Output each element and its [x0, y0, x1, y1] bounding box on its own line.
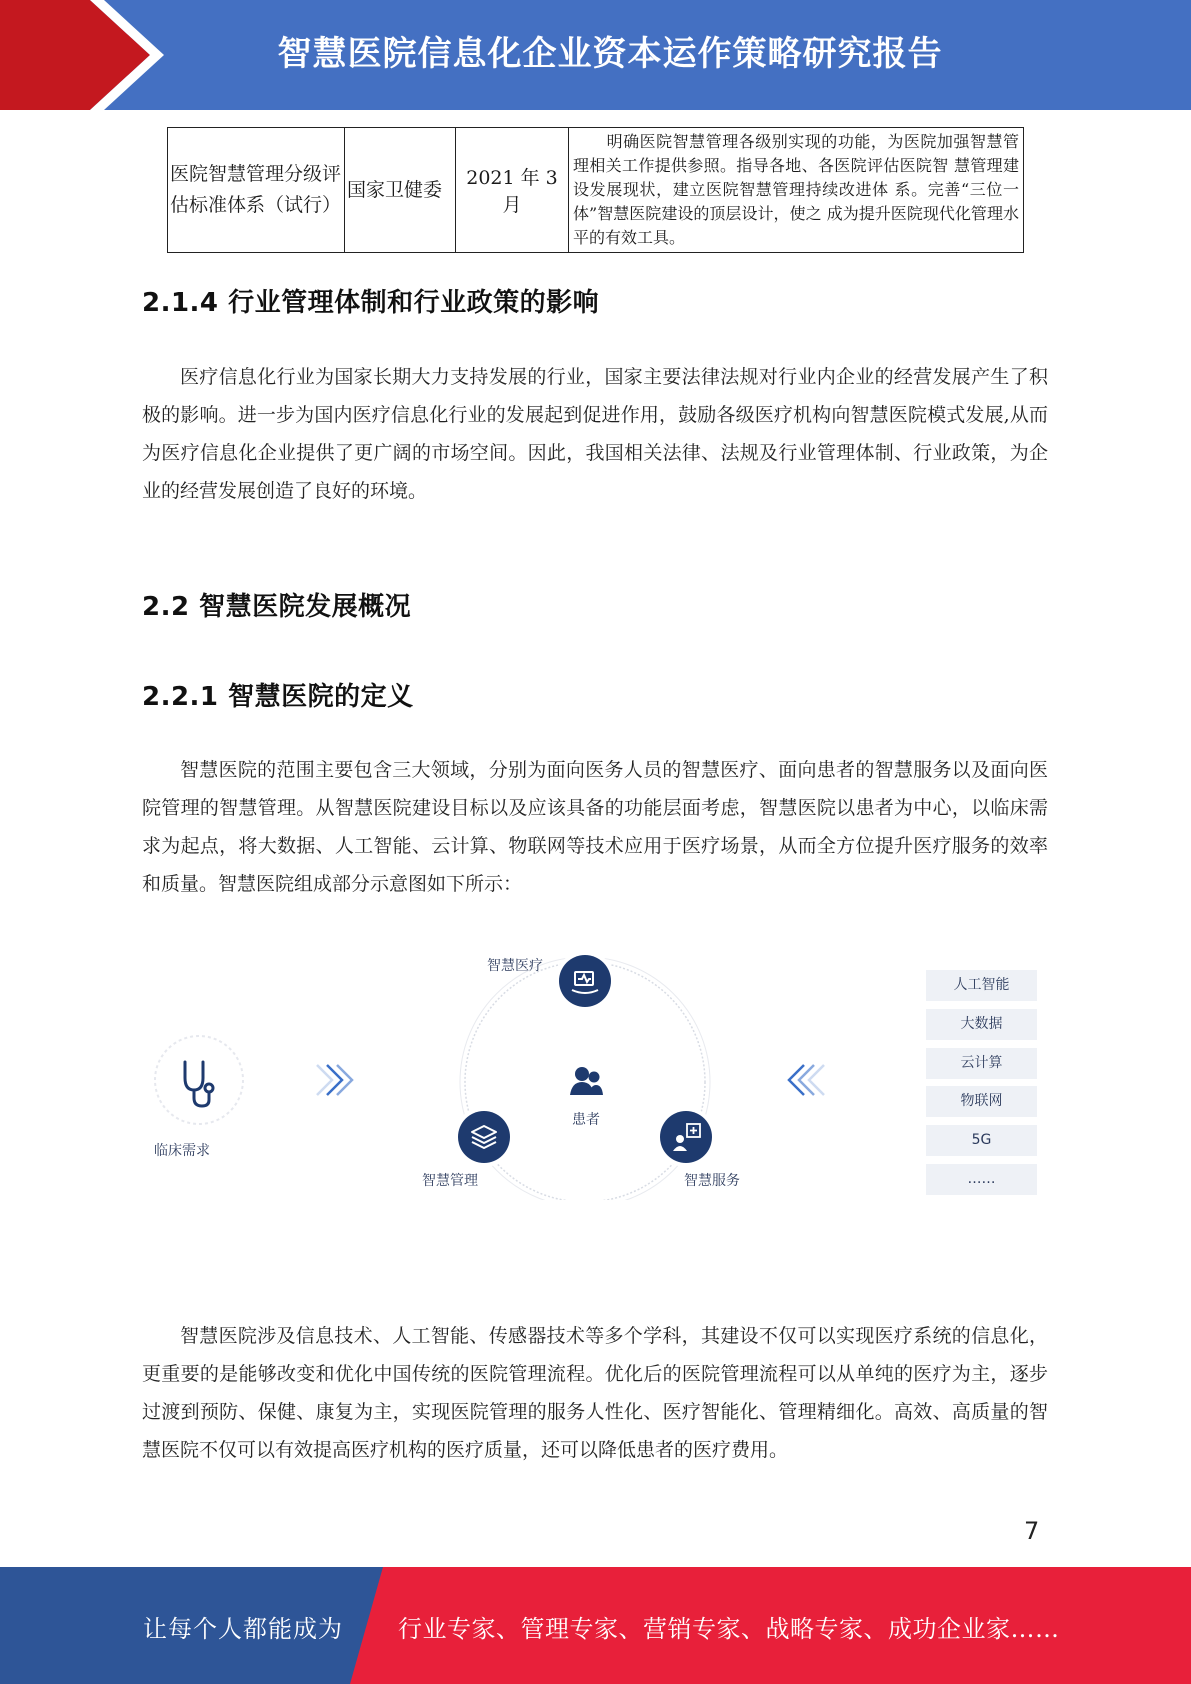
heading-2-1-4: 2.1.4 行业管理体制和行业政策的影响: [142, 288, 600, 318]
tech-item-5g: 5G: [926, 1125, 1037, 1156]
chevron-left-icon: [789, 1065, 824, 1095]
heading-2-2-1: 2.2.1 智慧医院的定义: [142, 682, 414, 712]
tech-item-more: ……: [926, 1164, 1037, 1195]
page-number: 7: [1024, 1517, 1040, 1545]
policy-name: 医院智慧管理分级评估标准体系（试行）: [168, 128, 345, 253]
paragraph-2-1-4: 医疗信息化行业为国家长期大力支持发展的行业，国家主要法律法规对行业内企业的经营发展产生了积极的影响。进一步为国内医疗信息化行业的发展起到促进作用，鼓励各级医疗机构向智慧医院模式发展,从而为医疗信息化企业提供了更广阔的市场空间。因此，我国相关法律、法规及行业管理体制、行业政策，为企业的经营发展创造了良好的环境。: [142, 366, 1048, 502]
chevron-right-icon: [317, 1065, 352, 1095]
smart-service-label: 智慧服务: [684, 1173, 740, 1189]
tech-item-cloud: 云计算: [926, 1048, 1037, 1079]
policy-date: 2021 年 3 月: [456, 128, 569, 253]
heading-2-2: 2.2 智慧医院发展概况: [142, 592, 412, 622]
footer-slogan-right: 行业专家、管理专家、营销专家、战略专家、成功企业家……: [398, 1615, 1060, 1643]
stethoscope-icon: [185, 1062, 213, 1106]
paragraph-2-2-1-intro: 智慧医院的范围主要包含三大领域，分别为面向医务人员的智慧医疗、面向患者的智慧服务以及面向医院管理的智慧管理。从智慧医院建设目标以及应该具备的功能层面考虑，智慧医院以患者为中心，以临床需求为起点，将大数据、人工智能、云计算、物联网等技术应用于医疗场景，从而全方位提升医疗服务的效率和质量。智慧医院组成部分示意图如下所示：: [142, 759, 1048, 895]
diagram-graphics: [142, 930, 1048, 1200]
tech-item-iot: 物联网: [926, 1086, 1037, 1117]
footer-slogan-left: 让每个人都能成为: [143, 1615, 343, 1643]
clinical-circle: [155, 1036, 243, 1124]
smart-hospital-diagram: [142, 930, 1048, 1200]
smart-medical-node: [559, 955, 611, 1007]
page-header: [0, 0, 1191, 110]
clinical-needs-label: 临床需求: [154, 1143, 210, 1159]
tech-item-big-data: 大数据: [926, 1009, 1037, 1040]
paragraph-2-2-1-detail: 智慧医院涉及信息技术、人工智能、传感器技术等多个学科，其建设不仅可以实现医疗系统的信息化，更重要的是能够改变和优化中国传统的医院管理流程。优化后的医院管理流程可以从单纯的医疗为主，逐步过渡到预防、保健、康复为主，实现医院管理的服务人性化、医疗智能化、管理精细化。高效、高质量的智慧医院不仅可以有效提高医疗机构的医疗质量，还可以降低患者的医疗费用。: [142, 1325, 1048, 1461]
smart-medical-label: 智慧医疗: [487, 958, 543, 974]
policy-table: [167, 127, 1024, 253]
table-row: [168, 128, 1024, 253]
policy-issuer: 国家卫健委: [345, 128, 456, 253]
smart-management-label: 智慧管理: [422, 1173, 478, 1189]
report-title: 智慧医院信息化企业资本运作策略研究报告: [277, 34, 943, 74]
tech-item-ai: 人工智能: [926, 970, 1037, 1001]
policy-description: 明确医院智慧管理各级别实现的功能，为医院加强智慧管理相关工作提供参照。指导各地、各医院评估医院智 慧管理建设发展现状，建立医院智慧管理持续改进体 系。完善“三位一体”智慧医院建设的顶层设计，使之 成为提升医院现代化管理水平的有效工具。: [569, 128, 1024, 253]
patient-icon: [570, 1067, 603, 1095]
smart-service-node: [660, 1111, 712, 1163]
patient-label: 患者: [572, 1112, 600, 1128]
page-footer: [0, 1567, 1191, 1684]
